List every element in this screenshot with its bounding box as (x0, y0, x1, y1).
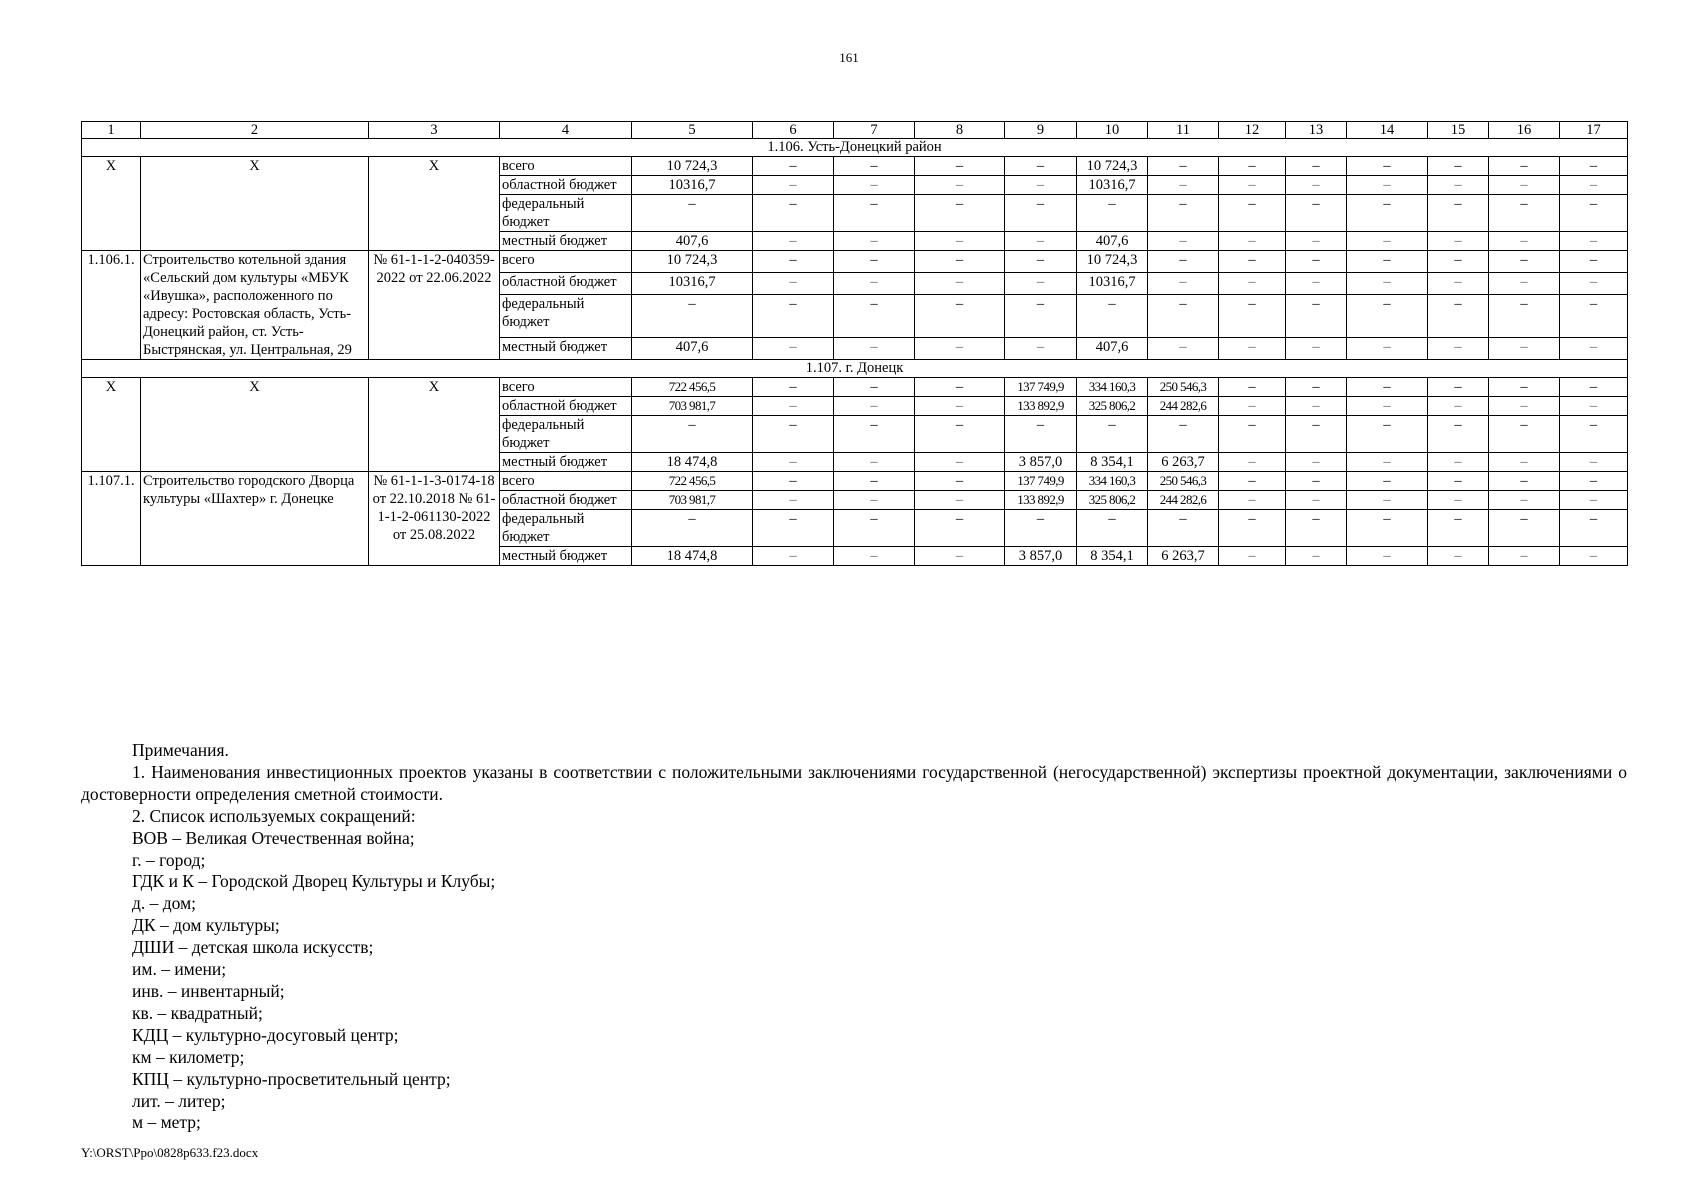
amount-cell: – (1428, 378, 1489, 397)
amount-cell: 3 857,0 (1005, 453, 1077, 472)
amount-cell: 407,6 (632, 232, 753, 251)
amount-cell: – (1219, 195, 1286, 232)
amount-cell: – (1148, 295, 1219, 338)
amount-cell: – (915, 337, 1005, 359)
funding-source-cell: всего (500, 157, 632, 176)
amount-cell: – (1347, 232, 1428, 251)
amount-cell: – (1560, 295, 1628, 338)
amount-cell: – (1005, 416, 1077, 453)
amount-cell: – (1148, 416, 1219, 453)
column-header-cell: 2 (141, 122, 369, 139)
amount-cell: 10316,7 (632, 273, 753, 295)
amount-cell: – (1428, 547, 1489, 566)
abbreviation-item: м – метр; (132, 1112, 201, 1133)
amount-cell: 334 160,3 (1077, 378, 1148, 397)
abbreviation-item: КДЦ – культурно-досуговый центр; (132, 1024, 399, 1045)
amount-cell: – (1005, 273, 1077, 295)
project-name-cell: X (141, 378, 369, 472)
amount-cell: – (834, 416, 915, 453)
amount-cell: – (834, 397, 915, 416)
amount-cell: – (915, 416, 1005, 453)
amount-cell: – (1428, 397, 1489, 416)
abbreviation-list (81, 828, 1627, 1135)
amount-cell: – (1219, 416, 1286, 453)
amount-cell: – (915, 472, 1005, 491)
abbreviation-item: д. – дом; (132, 893, 197, 914)
amount-cell: – (1347, 547, 1428, 566)
amount-cell: – (1148, 195, 1219, 232)
amount-cell: – (1560, 337, 1628, 359)
section-title-row (82, 139, 1628, 157)
amount-cell: – (915, 510, 1005, 547)
amount-cell: – (1286, 176, 1347, 195)
amount-cell: – (834, 251, 915, 273)
amount-cell: – (1428, 472, 1489, 491)
amount-cell: 250 546,3 (1148, 378, 1219, 397)
amount-cell: – (1560, 232, 1628, 251)
amount-cell: – (1489, 491, 1560, 510)
file-path-footer: Y:\ORST\Ppo\0828p633.f23.docx (81, 1145, 259, 1160)
abbreviation-item: лит. – литер; (132, 1090, 226, 1111)
funding-source-cell: федеральный бюджет (500, 295, 632, 338)
amount-cell: 10316,7 (1077, 176, 1148, 195)
expertise-doc-cell: X (369, 378, 500, 472)
amount-cell: 325 806,2 (1077, 491, 1148, 510)
amount-cell: – (1219, 251, 1286, 273)
column-header-cell: 9 (1005, 122, 1077, 139)
funding-source-cell: федеральный бюджет (500, 510, 632, 547)
amount-cell: – (753, 195, 834, 232)
column-header-cell: 10 (1077, 122, 1148, 139)
abbreviation-item: ДК – дом культуры; (132, 915, 280, 936)
abbreviation-item: КПЦ – культурно-просветительный центр; (132, 1068, 451, 1089)
amount-cell: 6 263,7 (1148, 547, 1219, 566)
amount-cell: – (1489, 232, 1560, 251)
amount-cell: – (1219, 157, 1286, 176)
column-header-cell: 13 (1286, 122, 1347, 139)
amount-cell: 10 724,3 (1077, 251, 1148, 273)
amount-cell: – (1219, 378, 1286, 397)
section-title: 1.106. Усть-Донецкий район (82, 139, 1628, 157)
amount-cell: – (753, 453, 834, 472)
abbreviation-item: инв. – инвентарный; (132, 980, 285, 1001)
amount-cell: 703 981,7 (632, 397, 753, 416)
amount-cell: 18 474,8 (632, 453, 753, 472)
amount-cell: – (1219, 491, 1286, 510)
amount-cell: – (1428, 337, 1489, 359)
amount-cell: – (1286, 378, 1347, 397)
amount-cell: – (1560, 195, 1628, 232)
column-header-cell: 17 (1560, 122, 1628, 139)
amount-cell: – (1286, 337, 1347, 359)
funding-source-cell: местный бюджет (500, 547, 632, 566)
table-row (82, 472, 1628, 491)
amount-cell: 407,6 (1077, 337, 1148, 359)
section-title: 1.107. г. Донецк (82, 360, 1628, 378)
amount-cell: 18 474,8 (632, 547, 753, 566)
project-name-cell: X (141, 157, 369, 251)
amount-cell: – (753, 397, 834, 416)
column-header-cell: 16 (1489, 122, 1560, 139)
amount-cell: – (1560, 416, 1628, 453)
amount-cell: 10 724,3 (1077, 157, 1148, 176)
amount-cell: – (1219, 273, 1286, 295)
amount-cell: – (632, 195, 753, 232)
amount-cell: – (834, 232, 915, 251)
amount-cell: – (1489, 251, 1560, 273)
amount-cell: – (753, 510, 834, 547)
amount-cell: – (915, 397, 1005, 416)
amount-cell: – (1286, 273, 1347, 295)
amount-cell: – (915, 176, 1005, 195)
expertise-doc-cell: № 61-1-1-3-0174-18 от 22.10.2018 № 61-1-1-2-061130-2022 от 25.08.2022 (369, 472, 500, 566)
amount-cell: – (1347, 397, 1428, 416)
amount-cell: – (1286, 232, 1347, 251)
amount-cell: – (915, 453, 1005, 472)
amount-cell: – (1148, 157, 1219, 176)
amount-cell: – (1428, 251, 1489, 273)
amount-cell: – (1077, 510, 1148, 547)
abbreviation-item: ВОВ – Великая Отечественная война; (132, 827, 415, 848)
amount-cell: – (1428, 157, 1489, 176)
expertise-doc-cell: № 61-1-1-2-040359-2022 от 22.06.2022 (369, 251, 500, 360)
amount-cell: – (834, 491, 915, 510)
column-header-cell: 8 (915, 122, 1005, 139)
amount-cell: – (1219, 337, 1286, 359)
amount-cell: – (1219, 397, 1286, 416)
amount-cell: – (1286, 295, 1347, 338)
abbreviation-item: ДШИ – детская школа искусств; (132, 937, 374, 958)
abbreviation-item: им. – имени; (132, 959, 227, 980)
amount-cell: – (1148, 232, 1219, 251)
amount-cell: 244 282,6 (1148, 397, 1219, 416)
amount-cell: – (1347, 273, 1428, 295)
notes-item-2: 2. Список используемых сокращений: (132, 805, 416, 826)
amount-cell: – (1347, 378, 1428, 397)
amount-cell: – (753, 378, 834, 397)
amount-cell: – (1489, 397, 1560, 416)
amount-cell: – (753, 295, 834, 338)
funding-source-cell: областной бюджет (500, 176, 632, 195)
amount-cell: – (1428, 510, 1489, 547)
amount-cell: – (1489, 510, 1560, 547)
amount-cell: – (1560, 547, 1628, 566)
amount-cell: – (1219, 510, 1286, 547)
amount-cell: 10 724,3 (632, 251, 753, 273)
amount-cell: – (834, 453, 915, 472)
project-number-cell: X (82, 157, 141, 251)
amount-cell: – (753, 491, 834, 510)
amount-cell: – (1560, 510, 1628, 547)
amount-cell: 244 282,6 (1148, 491, 1219, 510)
column-header-cell: 3 (369, 122, 500, 139)
amount-cell: – (753, 176, 834, 195)
amount-cell: – (1286, 453, 1347, 472)
amount-cell: – (1219, 295, 1286, 338)
amount-cell: – (1347, 176, 1428, 195)
amount-cell: – (1005, 337, 1077, 359)
column-header-cell: 6 (753, 122, 834, 139)
amount-cell: – (1428, 491, 1489, 510)
amount-cell: – (1428, 416, 1489, 453)
amount-cell: – (1148, 176, 1219, 195)
amount-cell: – (915, 195, 1005, 232)
amount-cell: – (1489, 547, 1560, 566)
funding-source-cell: местный бюджет (500, 232, 632, 251)
amount-cell: – (1428, 232, 1489, 251)
amount-cell: – (632, 510, 753, 547)
column-header-cell: 12 (1219, 122, 1286, 139)
amount-cell: – (1005, 176, 1077, 195)
amount-cell: – (1489, 416, 1560, 453)
column-header-cell: 1 (82, 122, 141, 139)
amount-cell: – (1077, 416, 1148, 453)
amount-cell: – (1286, 397, 1347, 416)
amount-cell: – (632, 295, 753, 338)
amount-cell: – (1560, 491, 1628, 510)
amount-cell: – (1347, 157, 1428, 176)
amount-cell: – (834, 195, 915, 232)
amount-cell: – (834, 510, 915, 547)
amount-cell: – (1347, 510, 1428, 547)
amount-cell: – (834, 547, 915, 566)
abbreviation-item: г. – город; (132, 849, 206, 870)
column-header-cell: 4 (500, 122, 632, 139)
amount-cell: – (1347, 416, 1428, 453)
amount-cell: – (915, 273, 1005, 295)
notes-heading: Примечания. (132, 740, 229, 760)
column-header-cell: 7 (834, 122, 915, 139)
section-title-row (82, 360, 1628, 378)
amount-cell: – (1347, 337, 1428, 359)
amount-cell: 703 981,7 (632, 491, 753, 510)
amount-cell: – (1005, 232, 1077, 251)
amount-cell: 325 806,2 (1077, 397, 1148, 416)
column-header-cell: 15 (1428, 122, 1489, 139)
amount-cell: – (1286, 195, 1347, 232)
amount-cell: – (753, 416, 834, 453)
amount-cell: 137 749,9 (1005, 378, 1077, 397)
amount-cell: – (1428, 195, 1489, 232)
amount-cell: – (915, 378, 1005, 397)
amount-cell: – (753, 232, 834, 251)
amount-cell: – (915, 491, 1005, 510)
funding-source-cell: федеральный бюджет (500, 195, 632, 232)
amount-cell: – (1489, 176, 1560, 195)
amount-cell: – (1428, 295, 1489, 338)
amount-cell: – (1560, 251, 1628, 273)
amount-cell: – (632, 416, 753, 453)
project-number-cell: X (82, 378, 141, 472)
amount-cell: – (1148, 273, 1219, 295)
amount-cell: – (1489, 453, 1560, 472)
amount-cell: – (753, 157, 834, 176)
amount-cell: 407,6 (1077, 232, 1148, 251)
amount-cell: – (1428, 453, 1489, 472)
amount-cell: – (1560, 273, 1628, 295)
amount-cell: – (1286, 472, 1347, 491)
amount-cell: – (1219, 453, 1286, 472)
amount-cell: – (1560, 378, 1628, 397)
amount-cell: – (1347, 295, 1428, 338)
amount-cell: – (753, 337, 834, 359)
amount-cell: – (1347, 195, 1428, 232)
amount-cell: – (1286, 491, 1347, 510)
amount-cell: 334 160,3 (1077, 472, 1148, 491)
amount-cell: – (753, 273, 834, 295)
amount-cell: – (915, 295, 1005, 338)
table-row (82, 251, 1628, 273)
amount-cell: 6 263,7 (1148, 453, 1219, 472)
amount-cell: – (1219, 232, 1286, 251)
abbreviation-item: ГДК и К – Городской Дворец Культуры и Клубы; (132, 871, 496, 892)
amount-cell: – (1148, 251, 1219, 273)
column-header-cell: 5 (632, 122, 753, 139)
amount-cell: – (915, 157, 1005, 176)
investment-table (81, 121, 1628, 566)
amount-cell: – (1560, 397, 1628, 416)
amount-cell: – (1005, 157, 1077, 176)
amount-cell: 10316,7 (632, 176, 753, 195)
funding-source-cell: федеральный бюджет (500, 416, 632, 453)
amount-cell: – (1489, 337, 1560, 359)
funding-source-cell: всего (500, 378, 632, 397)
amount-cell: – (834, 472, 915, 491)
amount-cell: – (1347, 251, 1428, 273)
amount-cell: – (1219, 547, 1286, 566)
amount-cell: – (1005, 510, 1077, 547)
amount-cell: – (1286, 157, 1347, 176)
amount-cell: – (834, 176, 915, 195)
expertise-doc-cell: X (369, 157, 500, 251)
funding-source-cell: всего (500, 251, 632, 273)
amount-cell: – (1489, 157, 1560, 176)
amount-cell: 8 354,1 (1077, 547, 1148, 566)
funding-source-cell: областной бюджет (500, 397, 632, 416)
amount-cell: 722 456,5 (632, 378, 753, 397)
amount-cell: – (1560, 157, 1628, 176)
amount-cell: – (1219, 176, 1286, 195)
column-number-header-row (82, 122, 1628, 139)
amount-cell: – (1219, 472, 1286, 491)
amount-cell: – (1489, 472, 1560, 491)
amount-cell: 10 724,3 (632, 157, 753, 176)
amount-cell: – (1005, 195, 1077, 232)
amount-cell: – (834, 337, 915, 359)
amount-cell: – (1286, 510, 1347, 547)
amount-cell: – (1428, 273, 1489, 295)
notes-item-1: 1. Наименования инвестиционных проектов указаны в соответствии с положительными заключениями государственной (негосударственной) экспертизы проектной документации, заключениями о достоверности определения сметной стоимости. (81, 761, 1627, 804)
amount-cell: – (1148, 337, 1219, 359)
project-number-cell: 1.106.1. (82, 251, 141, 360)
funding-source-cell: областной бюджет (500, 273, 632, 295)
amount-cell: – (753, 547, 834, 566)
amount-cell: – (1148, 510, 1219, 547)
amount-cell: – (753, 251, 834, 273)
amount-cell: – (1005, 295, 1077, 338)
table-row (82, 157, 1628, 176)
funding-source-cell: всего (500, 472, 632, 491)
amount-cell: 8 354,1 (1077, 453, 1148, 472)
amount-cell: – (915, 251, 1005, 273)
project-name-cell: Строительство городского Дворца культуры «Шахтер» г. Донецке (141, 472, 369, 566)
amount-cell: – (1489, 295, 1560, 338)
amount-cell: – (1489, 378, 1560, 397)
amount-cell: – (1489, 273, 1560, 295)
amount-cell: 407,6 (632, 337, 753, 359)
column-header-cell: 14 (1347, 122, 1428, 139)
amount-cell: – (753, 472, 834, 491)
amount-cell: – (1347, 453, 1428, 472)
amount-cell: – (1347, 491, 1428, 510)
column-header-cell: 11 (1148, 122, 1219, 139)
amount-cell: 133 892,9 (1005, 491, 1077, 510)
amount-cell: – (915, 547, 1005, 566)
amount-cell: – (1428, 176, 1489, 195)
amount-cell: – (834, 378, 915, 397)
abbreviation-item: км – километр; (132, 1046, 245, 1067)
amount-cell: – (834, 273, 915, 295)
amount-cell: 3 857,0 (1005, 547, 1077, 566)
table-body (82, 122, 1628, 566)
amount-cell: – (1347, 472, 1428, 491)
amount-cell: – (1560, 176, 1628, 195)
amount-cell: – (1077, 295, 1148, 338)
amount-cell: – (1286, 251, 1347, 273)
amount-cell: – (1489, 195, 1560, 232)
project-number-cell: 1.107.1. (82, 472, 141, 566)
amount-cell: 133 892,9 (1005, 397, 1077, 416)
amount-cell: – (1077, 195, 1148, 232)
funding-source-cell: местный бюджет (500, 337, 632, 359)
funding-source-cell: местный бюджет (500, 453, 632, 472)
amount-cell: – (1286, 547, 1347, 566)
amount-cell: – (1560, 472, 1628, 491)
amount-cell: 722 456,5 (632, 472, 753, 491)
amount-cell: 250 546,3 (1148, 472, 1219, 491)
amount-cell: – (834, 157, 915, 176)
amount-cell: – (915, 232, 1005, 251)
abbreviation-item: кв. – квадратный; (132, 1002, 263, 1023)
amount-cell: – (834, 295, 915, 338)
amount-cell: 137 749,9 (1005, 472, 1077, 491)
amount-cell: – (1005, 251, 1077, 273)
page-number: 161 (839, 50, 859, 65)
notes-block (81, 740, 1627, 1134)
amount-cell: – (1286, 416, 1347, 453)
table-row (82, 378, 1628, 397)
amount-cell: 10316,7 (1077, 273, 1148, 295)
funding-source-cell: областной бюджет (500, 491, 632, 510)
project-name-cell: Строительство котельной здания «Сельский дом культуры «МБУК «Ивушка», расположенного по адресу: Ростовская область, Усть-Донецкий район, ст. Усть-Быстрянская, ул. Центральная, 29 (141, 251, 369, 360)
amount-cell: – (1560, 453, 1628, 472)
